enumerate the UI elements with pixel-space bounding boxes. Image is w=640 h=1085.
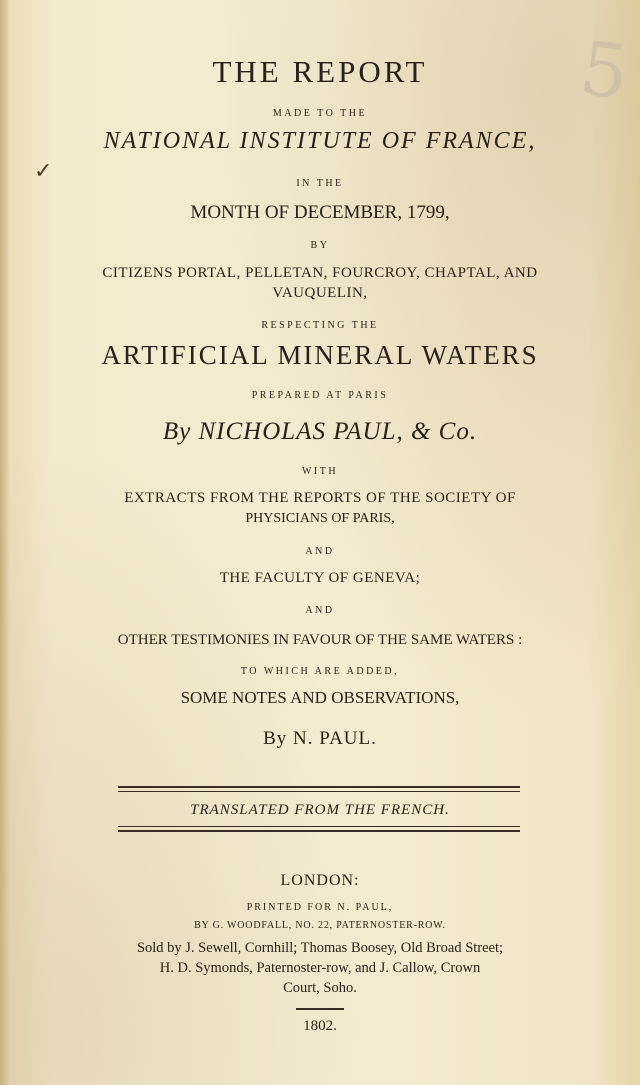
main-title: THE REPORT	[212, 54, 428, 89]
by-n-paul-line: By N. PAUL.	[263, 728, 377, 749]
respecting-line: RESPECTING THE	[261, 320, 379, 331]
translated-line: TRANSLATED FROM THE FRENCH.	[190, 802, 450, 818]
with-line: WITH	[301, 466, 339, 477]
top-rule-thin	[118, 791, 520, 792]
month-line: MONTH OF DECEMBER, 1799,	[190, 202, 450, 223]
margin-pencil-number: 5	[575, 25, 634, 117]
faculty-line: THE FACULTY OF GENEVA;	[219, 570, 421, 586]
in-the-line: IN THE	[296, 178, 344, 189]
testimonies-line: OTHER TESTIMONIES IN FAVOUR OF THE SAME WATERS :	[117, 632, 523, 648]
extracts-line-2: PHYSICIANS OF PARIS,	[245, 511, 395, 526]
and-line-1: AND	[305, 546, 335, 557]
sold-line-2: H. D. Symonds, Paternoster-row, and J. Callow, Crown	[159, 960, 481, 976]
bottom-rule-thin	[118, 826, 520, 827]
year-rule	[296, 1008, 344, 1010]
authors-line-2: VAUQUELIN,	[272, 285, 368, 301]
by-paul-line: By NICHOLAS PAUL, & Co.	[162, 418, 478, 445]
sold-line-3: Court, Soho.	[283, 980, 357, 996]
institute-line: NATIONAL INSTITUTE OF FRANCE,	[103, 128, 537, 154]
prepared-line: PREPARED AT PARIS	[251, 390, 389, 401]
printer-line: BY G. WOODFALL, NO. 22, PATERNOSTER-ROW.	[194, 920, 446, 931]
authors-line-1: CITIZENS PORTAL, PELLETAN, FOURCROY, CHAPTAL, AND	[102, 265, 538, 281]
sold-line-1: Sold by J. Sewell, Cornhill; Thomas Boosey, Old Broad Street;	[136, 940, 504, 956]
made-to-line: MADE TO THE	[272, 108, 368, 119]
check-mark-icon: ✓	[34, 158, 53, 183]
bottom-rule-thick	[118, 830, 520, 832]
subject-line: ARTIFICIAL MINERAL WATERS	[101, 340, 539, 370]
and-line-2: AND	[305, 605, 335, 616]
year-line: 1802.	[303, 1018, 337, 1034]
notes-line: SOME NOTES AND OBSERVATIONS,	[180, 688, 460, 707]
printed-for-line: PRINTED FOR N. PAUL,	[246, 902, 394, 913]
london-line: LONDON:	[280, 872, 360, 889]
top-rule-thick	[118, 786, 520, 788]
added-line: TO WHICH ARE ADDED,	[240, 666, 400, 677]
extracts-line-1: EXTRACTS FROM THE REPORTS OF THE SOCIETY OF	[124, 490, 516, 506]
by-line: BY	[310, 240, 330, 251]
